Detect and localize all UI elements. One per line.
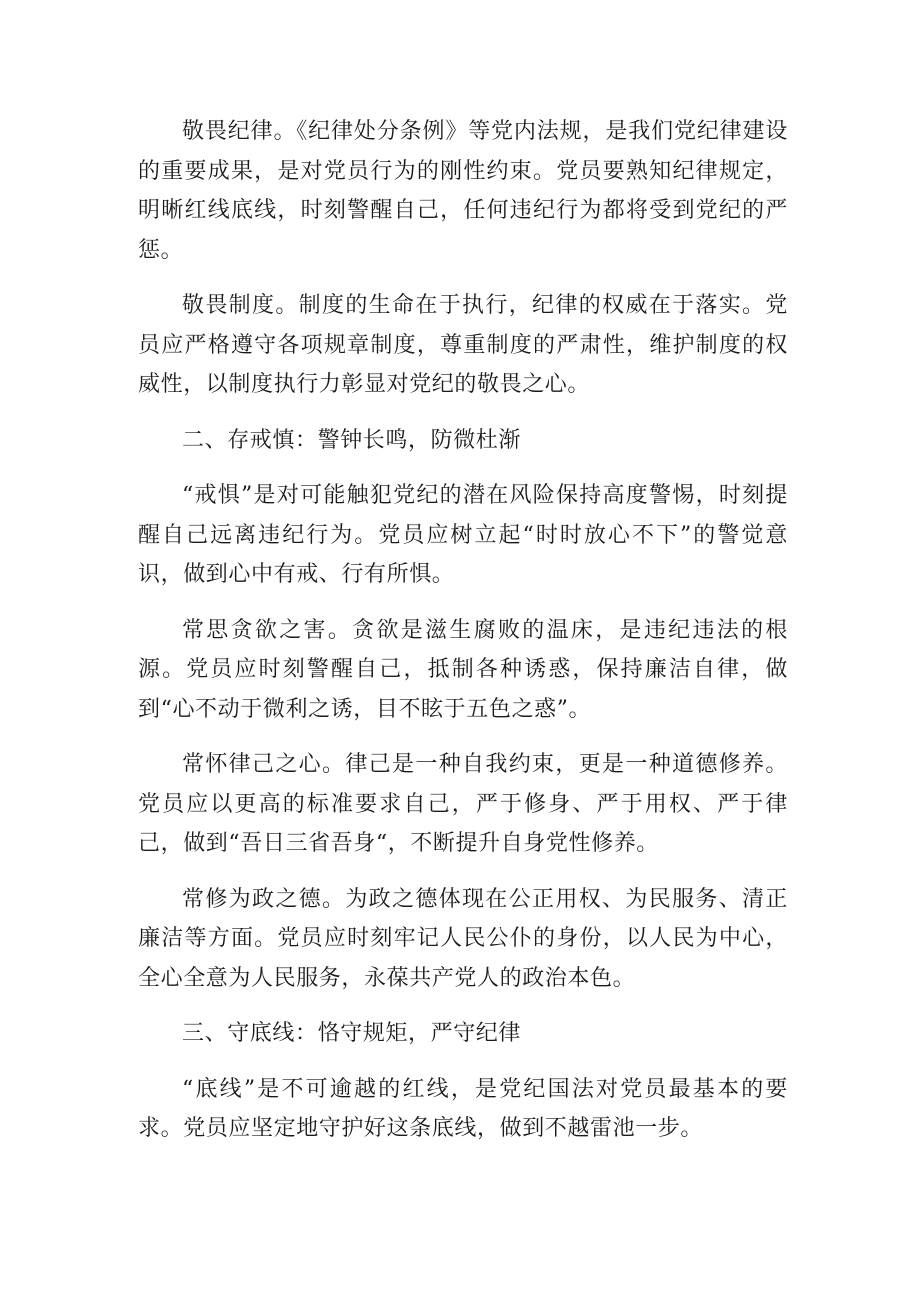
paragraph-greed: 常思贪欲之害。贪欲是滋生腐败的温床，是违纪违法的根源。党员应时刻警醒自己，抵制各种诱惑，保持廉洁自律，做到“心不动于微利之诱，目不眩于五色之惑”。: [138, 617, 788, 722]
section-heading-3: 三、守底线：恪守规矩，严守纪律: [182, 1021, 522, 1046]
section-heading-2: 二、存戒慎：警钟长鸣，防微杜渐: [182, 427, 522, 453]
paragraph-self-discipline: 常怀律己之心。律己是一种自我约束，更是一种道德修养。党员应以更高的标准要求自己，严于修身、严于用权、严于律己，做到“吾日三省吾身“，不断提升自身党性修养。: [138, 752, 788, 856]
document-body: [138, 112, 788, 1165]
paragraph-revere-discipline: 敬畏纪律。《纪律处分条例》等党内法规，是我们党纪律建设的重要成果，是对党员行为的刚性约束。党员要熟知纪律规定，明晰红线底线，时刻警醒自己，任何违纪行为都将受到党纪的严惩。: [138, 119, 788, 263]
paragraph-vigilance: “戒惧”是对可能触犯党纪的潜在风险保持高度警惕，时刻提醒自己远离违纪行为。党员应树立起“时时放心不下”的警觉意识，做到心中有戒、行有所惧。: [138, 483, 788, 587]
paragraph-political-virtue: 常修为政之德。为政之德体现在公正用权、为民服务、清正廉洁等方面。党员应时刻牢记人民公仆的身份，以人民为中心，全心全意为人民服务，永葆共产党人的政治本色。: [138, 886, 788, 991]
paragraph-revere-system: 敬畏制度。制度的生命在于执行，纪律的权威在于落实。党员应严格遵守各项规章制度，尊重制度的严肃性，维护制度的权威性，以制度执行力彰显对党纪的敬畏之心。: [138, 293, 788, 397]
paragraph-bottom-line: “底线”是不可逾越的红线，是党纪国法对党员最基本的要求。党员应坚定地守护好这条底线，做到不越雷池一步。: [138, 1076, 788, 1141]
